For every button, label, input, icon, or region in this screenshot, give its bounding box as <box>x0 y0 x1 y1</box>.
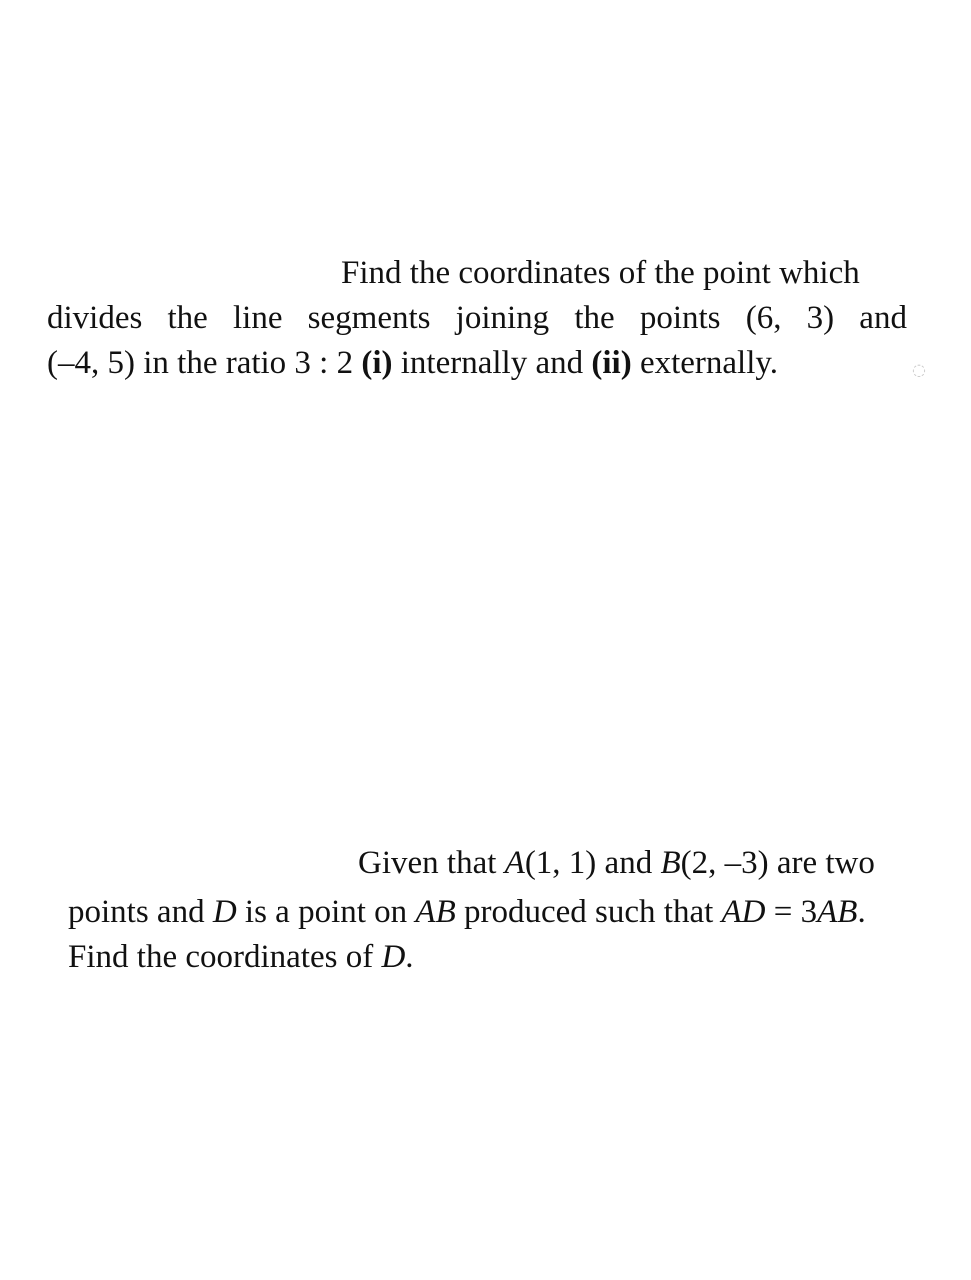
problem-1-text: Find the coordinates of the point which <box>341 255 860 291</box>
problem-1-word: points <box>639 300 721 336</box>
problem-2-text: Given that <box>358 845 505 881</box>
problem-1-word: the <box>574 300 615 336</box>
problem-1-word: (6, <box>745 300 782 336</box>
problem-1-text: internally and <box>392 345 592 381</box>
point-symbol: D <box>212 894 237 930</box>
problem-1-word: 3) <box>806 300 835 336</box>
problem-2-text: Find the coordinates of <box>68 939 382 975</box>
problem-1-text: externally. <box>631 345 778 381</box>
point-symbol: A <box>504 845 525 881</box>
problem-2-text: produced such that <box>455 894 722 930</box>
problem-2-line-1 <box>358 841 875 886</box>
problem-2-text: . <box>405 939 414 975</box>
problem-1-word: and <box>859 300 907 336</box>
segment-symbol: AD <box>721 894 766 930</box>
problem-2-text: (2, –3) are two <box>680 845 875 881</box>
problem-2-text: (1, 1) and <box>524 845 661 881</box>
problem-2-text: points and <box>68 894 213 930</box>
problem-2-line-3 <box>68 935 414 980</box>
problem-2-line-2 <box>68 890 866 935</box>
part-label-ii: (ii) <box>591 345 632 381</box>
problem-2-text: is a point on <box>236 894 416 930</box>
problem-2-text: . <box>857 894 866 930</box>
point-symbol: D <box>381 939 406 975</box>
problem-1-word: the <box>167 300 208 336</box>
problem-1-line-3 <box>47 341 778 386</box>
problem-1-word: line <box>233 300 283 336</box>
problem-1-word: joining <box>455 300 550 336</box>
part-label-i: (i) <box>361 345 393 381</box>
problem-1-word: divides <box>47 300 143 336</box>
problem-2-text: = 3 <box>765 894 818 930</box>
problem-1-word: segments <box>307 300 431 336</box>
segment-symbol: AB <box>817 894 858 930</box>
segment-symbol: AB <box>415 894 456 930</box>
scan-artifact: ◌ <box>912 360 926 379</box>
problem-1-text: (–4, 5) in the ratio 3 : 2 <box>47 345 362 381</box>
point-symbol: B <box>660 845 681 881</box>
problem-1-line-1 <box>341 251 860 296</box>
problem-1-line-2 <box>47 296 907 341</box>
